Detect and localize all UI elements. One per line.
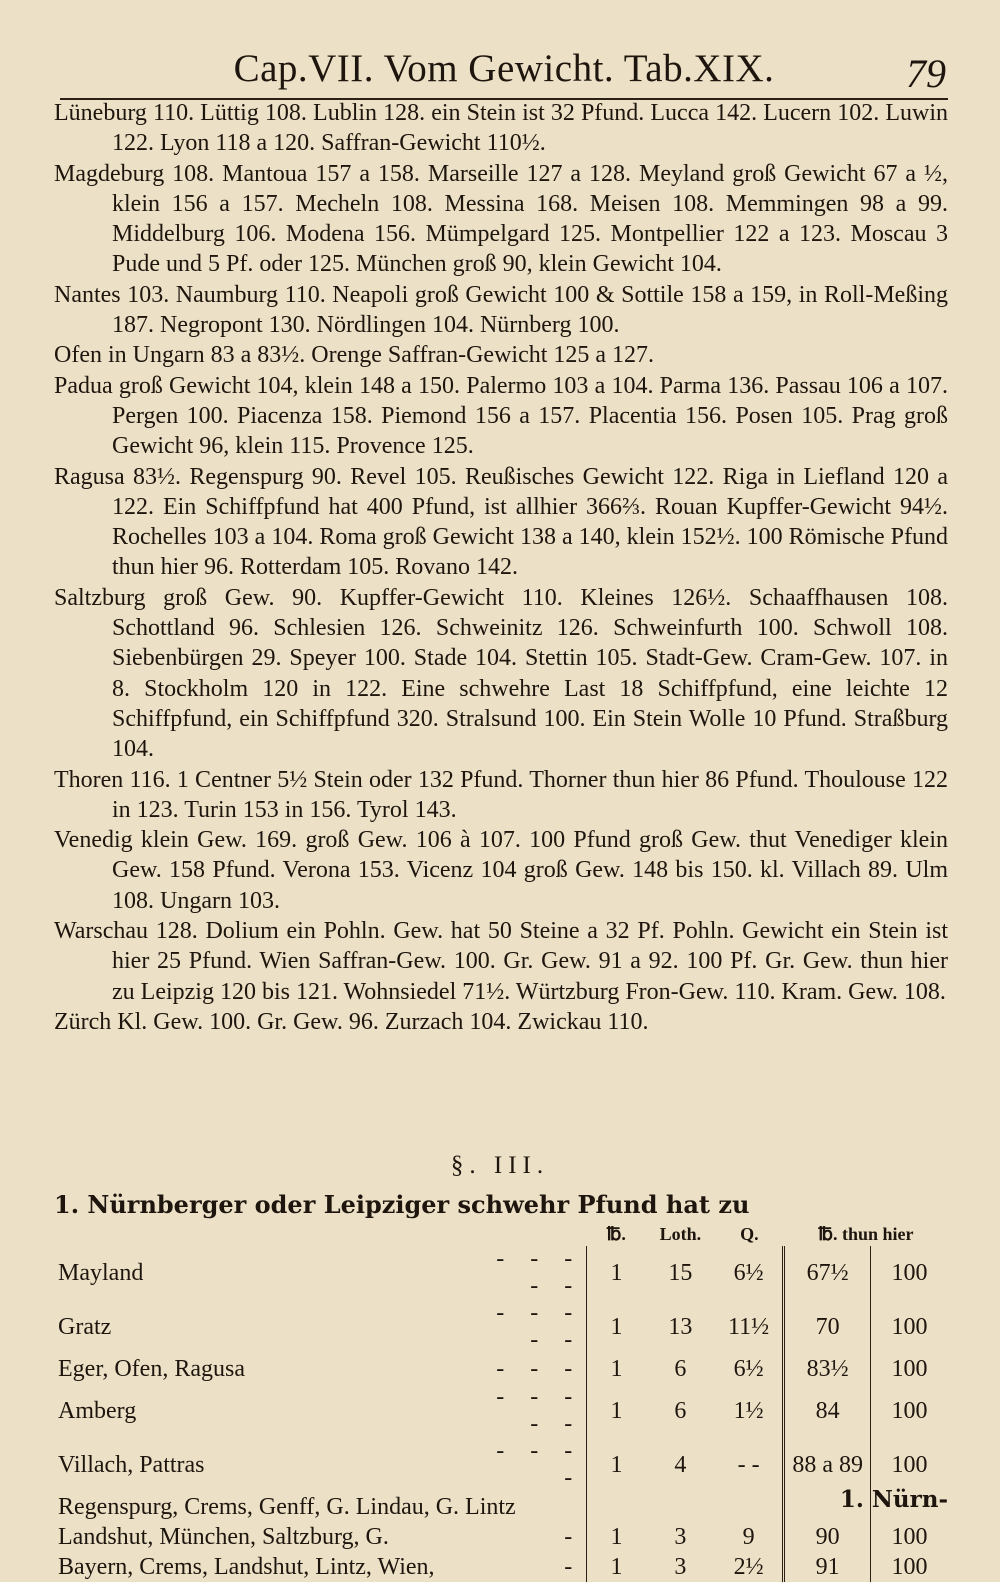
leader-dashes: - - - - — [496, 1438, 583, 1491]
header-thun-hier: ℔. thun hier — [818, 1223, 914, 1244]
leader-dashes: - — [564, 1523, 583, 1550]
cell-pfund: 1 — [587, 1246, 646, 1300]
table-caption: 1. Nürnberger oder Leipziger schwehr Pfund hat zu — [54, 1190, 750, 1219]
leader-dashes: - - - - - — [496, 1246, 583, 1299]
cell-pfund: 1 — [587, 1552, 646, 1582]
place-name: Amberg — [58, 1397, 137, 1424]
entry-list — [54, 98, 948, 1037]
entry-letter-v: Venedig klein Gew. 169. groß Gew. 106 à 107. 100 Pfund groß Gew. thut Venediger klein Gew. 158 Pfund. Verona 153. Vicenz 104 groß Gew. 148 bis 150. kl. Villach 89. Ulm 108. Ungarn 103. — [54, 827, 948, 914]
section-heading: §. III. — [450, 1152, 550, 1179]
cell-pfund: 1 — [587, 1438, 646, 1492]
entry-letter-r: Ragusa 83½. Regenspurg 90. Revel 105. Reußisches Gewicht 122. Riga in Liefland 120 a 122. Ein Schiffpfund hat 400 Pfund, ist allhier 366⅔. Rouan Kupffer-Gewicht 94½. Rochelles 103 a 104. Roma groß Gewicht 138 a 140, klein 152½. 100 Römische Pfund thun hier 96. Rotterdam 105. Rovano 142. — [54, 463, 948, 581]
cell-base: 100 — [891, 1259, 928, 1286]
cell-quentchen: 9 — [715, 1522, 784, 1552]
header-quentchen: Q. — [740, 1223, 759, 1244]
place-name: Gratz — [58, 1313, 112, 1340]
cell-local-pfund: 67½ — [784, 1246, 871, 1300]
entry-letter-o: Ofen in Ungarn 83 a 83½. Orenge Saffran-Gewicht 125 a 127. — [54, 342, 655, 369]
cell-pfund — [587, 1492, 646, 1522]
table-row — [54, 1522, 948, 1552]
leader-dashes: - - - - - — [496, 1300, 583, 1353]
entry-letter-n: Nantes 103. Naumburg 110. Neapoli groß Gewicht 100 & Sottile 158 a 159, in Roll-Meßing 187. Negropont 130. Nördlingen 104. Nürnberg 100. — [54, 281, 948, 339]
table-header-row — [54, 1222, 948, 1246]
cell-local-pfund: 91 — [784, 1552, 871, 1582]
cell-quentchen: 1½ — [715, 1384, 784, 1438]
header-pfund: ℔. — [606, 1223, 626, 1244]
leader-dashes: - - - — [496, 1355, 583, 1382]
cell-loth: 13 — [668, 1313, 693, 1340]
entry-letter-p: Padua groß Gewicht 104, klein 148 a 150. Palermo 103 a 104. Parma 136. Passau 106 a 107. Pergen 100. Piacenza 158. Piemond 156 a 157. Placentia 156. Posen 105. Prag groß Gewicht 96, klein 115. Provence 125. — [54, 372, 948, 460]
entry-letter-t: Thoren 116. 1 Centner 5½ Stein oder 132 Pfund. Thorner thun hier 86 Pfund. Thoulouse 122 in 123. Turin 153 in 156. Tyrol 143. — [54, 766, 948, 823]
cell-pfund: 1 — [587, 1384, 646, 1438]
cell-quentchen: 11½ — [715, 1300, 784, 1354]
entry-letter-m: Magdeburg 108. Mantoua 157 a 158. Marseille 127 a 128. Meyland groß Gewicht 67 a ½, klein 156 a 157. Mecheln 108. Messina 168. Meisen 108. Memmingen 98 a 99. Middelburg 106. Modena 156. Mümpelgard 125. Montpellier 122 a 123. Moscau 3 Pude und 5 Pf. oder 125. München groß 90, klein Gewicht 104. — [54, 160, 948, 278]
leader-dashes: - - - - - — [496, 1384, 583, 1437]
table-row — [54, 1246, 948, 1300]
cell-quentchen: - - — [715, 1438, 784, 1492]
cell-pfund: 1 — [587, 1300, 646, 1354]
cell-loth: 6 — [674, 1397, 687, 1424]
cell-local-pfund: 70 — [784, 1300, 871, 1354]
table-row — [54, 1300, 948, 1354]
cell-base: 100 — [891, 1355, 928, 1382]
cell-loth — [646, 1492, 715, 1522]
entry-letter-s: Saltzburg groß Gew. 90. Kupffer-Gewicht 110. Kleines 126½. Schaaffhausen 108. Schottland 96. Schlesien 126. Schweinitz 126. Schweinfurth 100. Schwoll 108. Siebenbürgen 29. Speyer 100. Stade 104. Stettin 105. Stadt-Gew. Cram-Gew. 107. in 8. Stockholm 120 in 122. Eine schwehre Last 18 Schiffpfund, eine leichte 12 Schiffpfund, ein Schiffpfund 320. Stralsund 100. Ein Stein Wolle 10 Pfund. Straßburg 104. — [54, 584, 948, 763]
table-row — [54, 1384, 948, 1438]
page-number: 79 — [906, 51, 946, 96]
cell-local-pfund: 83½ — [784, 1354, 871, 1384]
catchword: 1. Nürn- — [839, 1486, 948, 1513]
place-name: Eger, Ofen, Ragusa — [58, 1355, 245, 1382]
cell-base: 100 — [891, 1397, 928, 1424]
cell-pfund: 1 — [587, 1522, 646, 1552]
place-name: Regenspurg, Crems, Genff, G. Lindau, G. Lintz — [58, 1493, 516, 1520]
place-name: Villach, Pattras — [58, 1451, 205, 1478]
leader-dashes: - — [564, 1553, 583, 1580]
place-name: Landshut, München, Saltzburg, G. — [58, 1523, 389, 1550]
cell-base: 100 — [891, 1451, 928, 1478]
place-name: Bayern, Crems, Landshut, Lintz, Wien, — [58, 1553, 435, 1580]
header-loth: Loth. — [659, 1223, 702, 1244]
cell-local-pfund: 88 a 89 — [784, 1438, 871, 1492]
cell-loth: 15 — [668, 1259, 693, 1286]
running-header — [60, 42, 948, 100]
cell-quentchen: 2½ — [715, 1552, 784, 1582]
cell-base: 100 — [891, 1553, 928, 1580]
table-row — [54, 1438, 948, 1492]
entry-letter-w: Warschau 128. Dolium ein Pohln. Gew. hat 50 Steine a 32 Pf. Pohln. Gewicht ein Stein ist hier 25 Pfund. Wien Saffran-Gew. 100. Gr. Gew. 91 a 92. 100 Pf. Gr. Gew. thun hier zu Leipzig 120 bis 121. Wohnsiedel 71½. Würtzburg Fron-Gew. 110. Kram. Gew. 108. — [54, 918, 948, 1005]
cell-local-pfund: 84 — [784, 1384, 871, 1438]
cell-loth: 3 — [674, 1523, 687, 1550]
table-row — [54, 1354, 948, 1384]
cell-loth: 4 — [674, 1451, 687, 1478]
cell-base: 100 — [891, 1313, 928, 1340]
cell-loth: 6 — [674, 1355, 687, 1382]
table-row — [54, 1552, 948, 1582]
entry-letter-z: Zürch Kl. Gew. 100. Gr. Gew. 96. Zurzach 104. Zwickau 110. — [54, 1008, 649, 1035]
cell-pfund: 1 — [587, 1354, 646, 1384]
cell-quentchen: 6½ — [715, 1246, 784, 1300]
page-title: Cap.VII. Vom Gewicht. Tab.XIX. — [233, 47, 775, 90]
cell-local-pfund: 90 — [784, 1522, 871, 1552]
table-row — [54, 1492, 948, 1522]
entry-letter-l: Lüneburg 110. Lüttig 108. Lublin 128. ein Stein ist 32 Pfund. Lucca 142. Lucern 102. Luwin 122. Lyon 118 a 120. Saffran-Gewicht 110½. — [54, 100, 948, 157]
weight-conversion-table — [54, 1222, 948, 1582]
cell-loth: 3 — [674, 1553, 687, 1580]
place-name: Mayland — [58, 1259, 144, 1286]
cell-base: 100 — [891, 1523, 928, 1550]
cell-quentchen — [715, 1492, 784, 1522]
cell-quentchen: 6½ — [715, 1354, 784, 1384]
